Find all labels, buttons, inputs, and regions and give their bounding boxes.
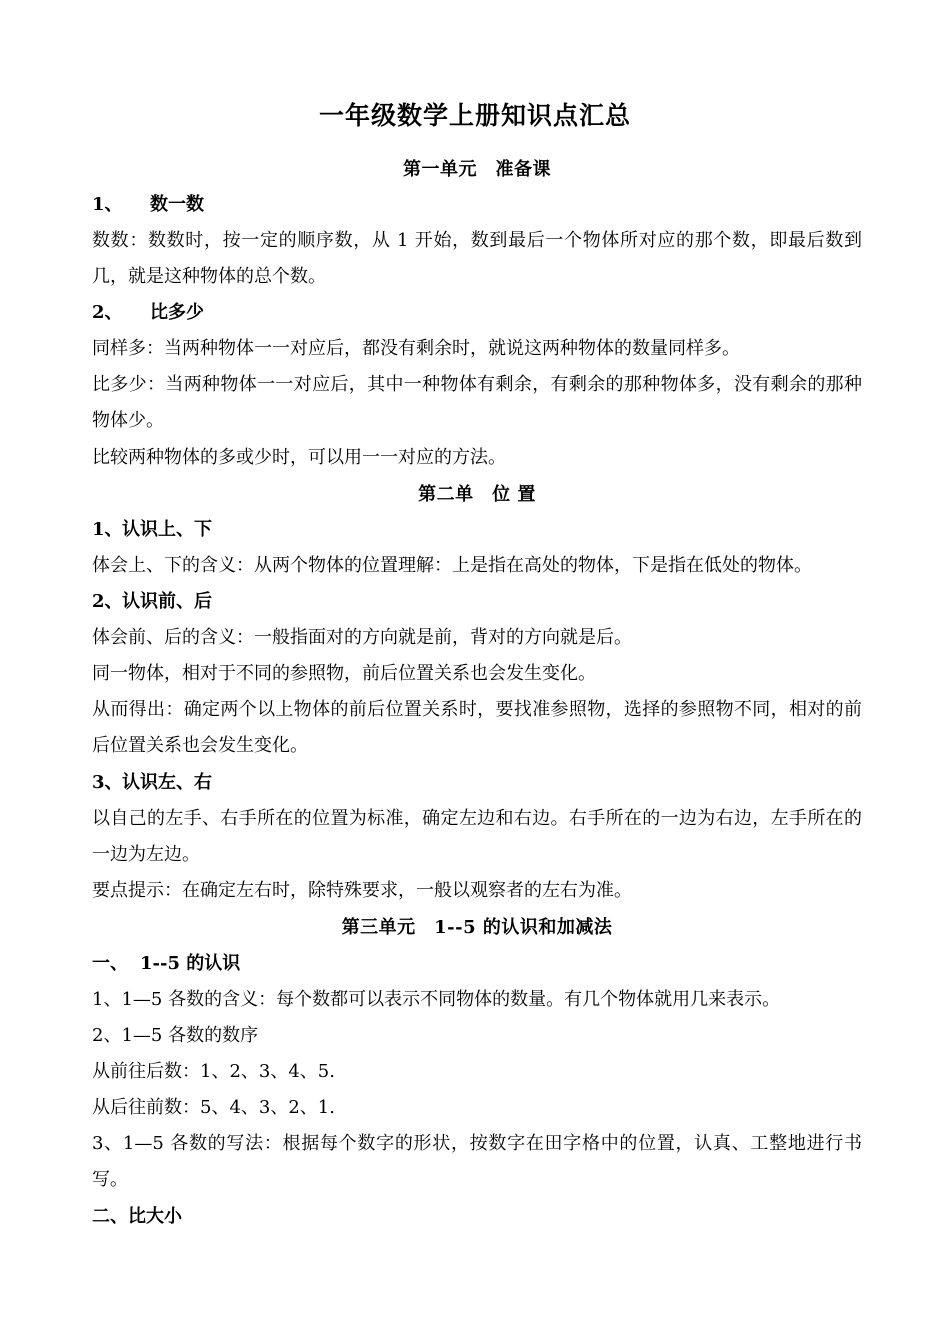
unit2-section3-heading — [92, 765, 862, 801]
unit1-title: 第一单元 准备课 — [403, 159, 551, 180]
section-label: 数一数 — [150, 194, 204, 215]
unit3-part2-heading: 二、比大小 — [92, 1206, 182, 1227]
unit2-section1-paragraph: 体会上、下的含义：从两个物体的位置理解：上是指在高处的物体，下是指在低处的物体。 — [92, 555, 812, 576]
unit3-paragraph-3: 从前往后数：1、2、3、4、5. — [92, 1061, 335, 1082]
unit2-section1-heading — [92, 512, 862, 548]
unit2-title: 第二单 位 置 — [418, 484, 536, 505]
unit3-part1-heading — [92, 946, 862, 982]
part-label: 1--5 的认识 — [140, 953, 241, 974]
unit1-section2-paragraph-3: 比较两种物体的多或少时，可以用一一对应的方法。 — [92, 447, 506, 468]
unit3-paragraph-4: 从后往前数：5、4、3、2、1. — [92, 1097, 335, 1118]
section-label: 认识左、右 — [122, 772, 212, 793]
unit1-section1-paragraph: 数数：数数时，按一定的顺序数，从 1 开始，数到最后一个物体所对应的那个数，即最后数到几，就是这种物体的总个数。 — [92, 230, 862, 287]
part-number: 一、 — [92, 953, 128, 974]
unit1-section2-paragraph-2: 比多少：当两种物体一一对应后，其中一种物体有剩余，有剩余的那种物体多，没有剩余的那种物体少。 — [92, 374, 862, 431]
unit1-section1-heading — [92, 187, 862, 223]
unit3-title: 第三单元 1--5 的认识和加减法 — [341, 917, 613, 938]
unit2-section2-paragraph-2: 同一物体，相对于不同的参照物，前后位置关系也会发生变化。 — [92, 663, 596, 684]
unit3-paragraph-2: 2、1—5 各数的数序 — [92, 1025, 259, 1046]
unit3-paragraph-5: 3、1—5 各数的写法：根据每个数字的形状，按数字在田字格中的位置，认真、工整地进行书写。 — [92, 1133, 862, 1190]
section-number: 1、 — [92, 194, 123, 215]
unit2-section2-paragraph-3: 从而得出：确定两个以上物体的前后位置关系时，要找准参照物，选择的参照物不同，相对的前后位置关系也会发生变化。 — [92, 699, 862, 756]
section-number: 2、 — [92, 591, 123, 612]
unit2-section2-paragraph-1: 体会前、后的含义：一般指面对的方向就是前，背对的方向就是后。 — [92, 627, 632, 648]
section-number: 1、 — [92, 519, 123, 540]
section-number: 2、 — [92, 302, 123, 323]
unit3-paragraph-1: 1、1—5 各数的含义：每个数都可以表示不同物体的数量。有几个物体就用几来表示。 — [92, 989, 781, 1010]
unit1-section2-paragraph-1: 同样多：当两种物体一一对应后，都没有剩余时，就说这两种物体的数量同样多。 — [92, 338, 740, 359]
unit1-section2-heading — [92, 295, 862, 331]
unit2-section2-heading — [92, 584, 862, 620]
unit2-section3-paragraph-2: 要点提示：在确定左右时，除特殊要求，一般以观察者的左右为准。 — [92, 880, 632, 901]
unit2-section3-paragraph-1: 以自己的左手、右手所在的位置为标准，确定左边和右边。右手所在的一边为右边，左手所在的一边为左边。 — [92, 808, 862, 865]
section-label: 认识上、下 — [122, 519, 212, 540]
document-title: 一年级数学上册知识点汇总 — [318, 101, 631, 130]
section-label: 比多少 — [150, 302, 204, 323]
section-label: 认识前、后 — [122, 591, 212, 612]
section-number: 3、 — [92, 772, 123, 793]
